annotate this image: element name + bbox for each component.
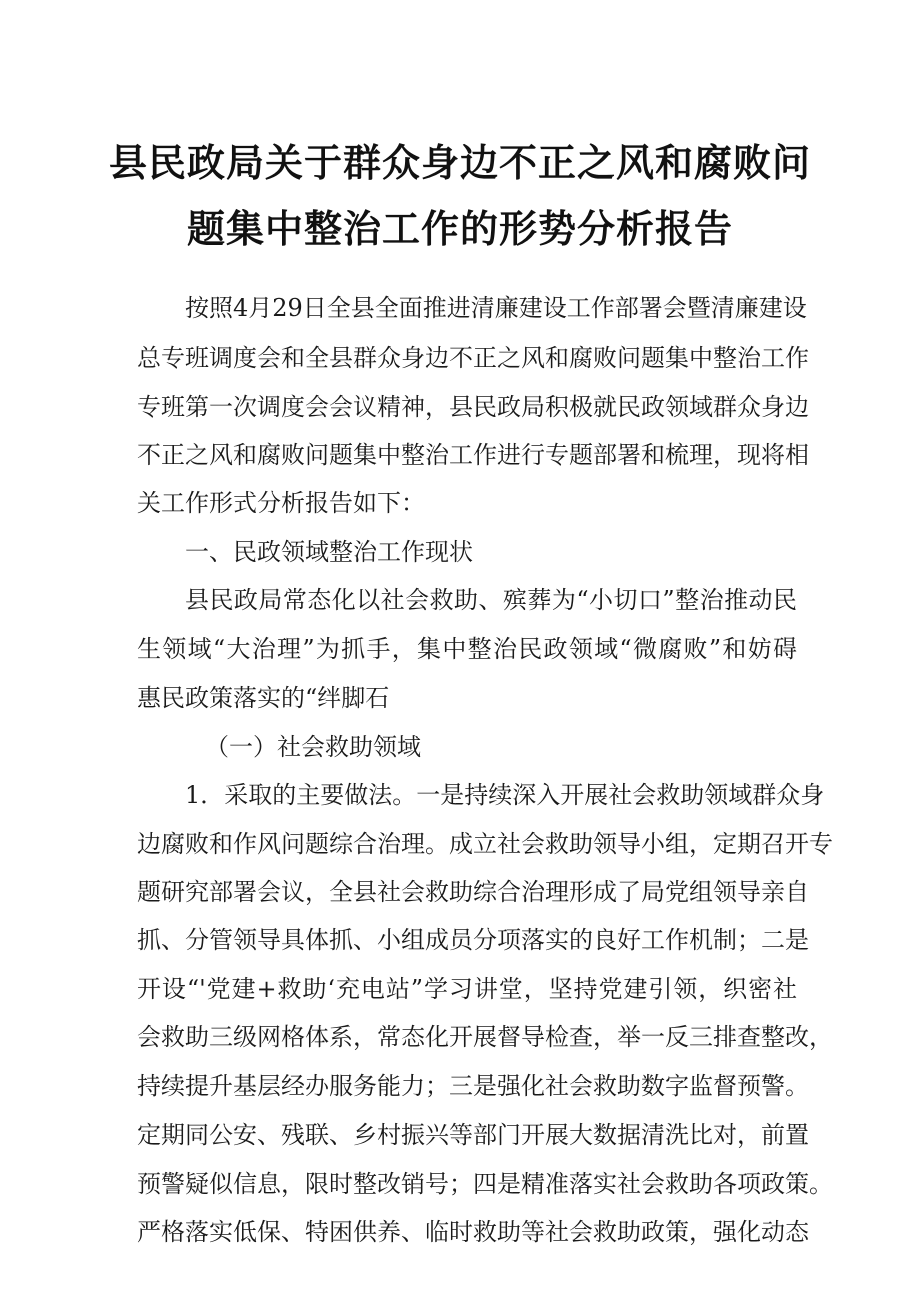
section-paragraph-line: 惠民政策落实的“绊脚石: [137, 684, 390, 712]
body-paragraph-line: 定期同公安、残联、乡村振兴等部门开展大数据清洗比对，前置: [137, 1121, 809, 1149]
body-paragraph-line: 边腐败和作风问题综合治理。成立社会救助领导小组，定期召开专: [137, 830, 833, 858]
body-paragraph-line: 会救助三级网格体系，常态化开展督导检查，举一反三排查整改，: [137, 1023, 833, 1051]
intro-paragraph-line: 专班第一次调度会会议精神，县民政局积极就民政领域群众身边: [137, 393, 809, 421]
document-title-line-1: 县民政局关于群众身边不正之风和腐败问: [108, 141, 811, 185]
section-paragraph-line: 生领域“大治理”为抓手，集中整治民政领域“微腐败”和妨碍: [137, 635, 797, 663]
document-title-line-2: 题集中整治工作的形势分析报告: [186, 207, 733, 251]
subsection-heading: （一）社会救助领域: [205, 733, 421, 761]
body-paragraph-line: 持续提升基层经办服务能力；三是强化社会救助数字监督预警。: [137, 1072, 809, 1100]
intro-paragraph-line: 按照4月29日全县全面推进清廉建设工作部署会暨清廉建设: [185, 294, 807, 322]
intro-paragraph-line: 总专班调度会和全县群众身边不正之风和腐败问题集中整治工作: [137, 344, 809, 372]
section-paragraph-line: 县民政局常态化以社会救助、殡葬为“小切口”整治推动民: [185, 586, 797, 614]
intro-paragraph-line: 关工作形式分析报告如下：: [137, 489, 425, 517]
body-paragraph-line: 预警疑似信息，限时整改销号；四是精准落实社会救助各项政策。: [137, 1170, 833, 1198]
body-paragraph-line: 1．采取的主要做法。一是持续深入开展社会救助领域群众身: [185, 781, 825, 809]
intro-paragraph-line: 不正之风和腐败问题集中整治工作进行专题部署和梳理，现将相: [137, 441, 809, 469]
body-paragraph-line: 开设“'党建+救助‘充电站”学习讲堂，坚持党建引领，织密社: [137, 975, 797, 1003]
body-paragraph-line: 题研究部署会议，全县社会救助综合治理形成了局党组领导亲自: [137, 878, 809, 906]
body-paragraph-line: 抓、分管领导具体抓、小组成员分项落实的良好工作机制；二是: [137, 926, 809, 954]
section-heading: 一、民政领域整治工作现状: [185, 538, 473, 566]
body-paragraph-line: 严格落实低保、特困供养、临时救助等社会救助政策，强化动态: [137, 1218, 809, 1246]
